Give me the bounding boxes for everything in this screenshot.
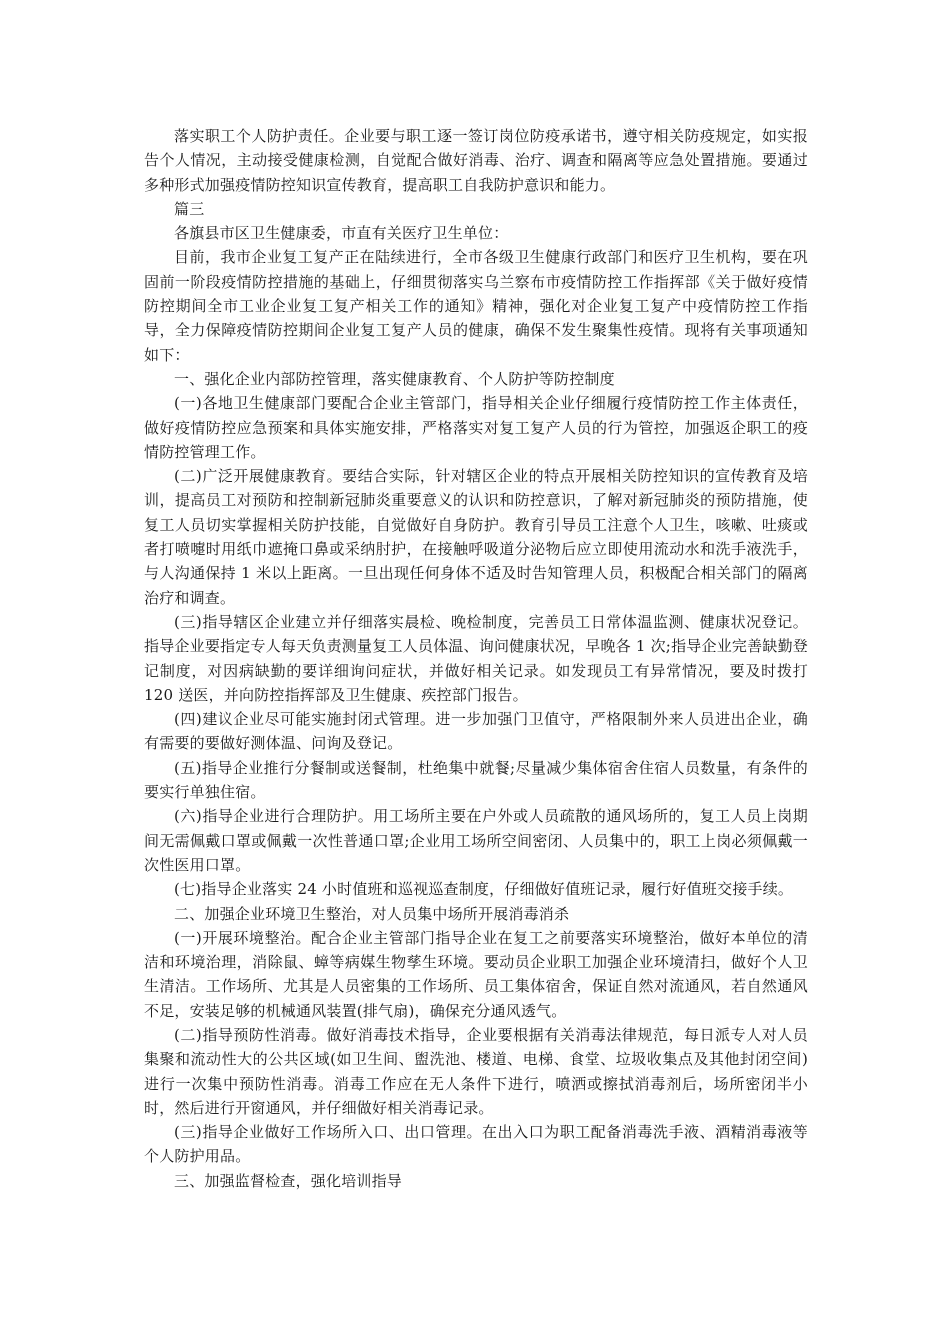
item-1-2: (二)广泛开展健康教育。要结合实际，针对辖区企业的特点开展相关防控知识的宣传教育及培训，提高员工对预防和控制新冠肺炎重要意义的认识和防控意识，了解对新冠肺炎的预防措施，使复工人员切实掌握相关防护技能，自觉做好自身防护。教育引导员工注意个人卫生，咳嗽、吐痰或者打喷嚏时用纸巾遮掩口鼻或采纳肘护，在接触呼吸道分泌物后应立即使用流动水和洗手液洗手，与人沟通保持 1 米以上距离。一旦出现任何身体不适及时告知管理人员，积极配合相关部门的隔离治疗和调查。: [144, 467, 808, 607]
item-2-3: (三)指导企业做好工作场所入口、出口管理。在出入口为职工配备消毒洗手液、酒精消毒液等个人防护用品。: [144, 1123, 808, 1166]
item-1-7: (七)指导企业落实 24 小时值班和巡视巡查制度，仔细做好值班记录，履行好值班交接手续。: [174, 880, 794, 899]
heading-section-two: 二、加强企业环境卫生整治，对人员集中场所开展消毒消杀: [174, 904, 570, 923]
item-1-5: (五)指导企业推行分餐制或送餐制，杜绝集中就餐;尽量减少集体宿舍住宿人员数量，有条件的要实行单独住宿。: [144, 758, 808, 802]
item-2-1: (一)开展环境整治。配合企业主管部门指导企业在复工之前要落实环境整治，做好本单位的清洁和环境治理，消除鼠、蟑等病媒生物孳生环境。要动员企业职工加强企业环境清扫，做好个人卫生清洁。工作场所、尤其是人员密集的工作场所、员工集体宿舍，保证自然对流通风，若自然通风不足，安装足够的机械通风装置(排气扇)，确保充分通风透气。: [144, 928, 808, 1020]
paragraph-personal-protection: 落实职工个人防护责任。企业要与职工逐一签订岗位防疫承诺书，遵守相关防疫规定，如实报告个人情况，主动接受健康检测，自觉配合做好消毒、治疗、调查和隔离等应急处置措施。要通过多种形式加强疫情防控知识宣传教育，提高职工自我防护意识和能力。: [144, 127, 808, 194]
document-body: [144, 124, 808, 1193]
heading-section-one: 一、强化企业内部防控管理，落实健康教育、个人防护等防控制度: [174, 369, 615, 388]
salutation: 各旗县市区卫生健康委，市直有关医疗卫生单位：: [174, 224, 509, 243]
item-1-1: (一)各地卫生健康部门要配合企业主管部门，指导相关企业仔细履行疫情防控工作主体责任，做好疫情防控应急预案和具体实施安排，严格落实对复工复产人员的行为管控，加强返企职工的疫情防控管理工作。: [144, 394, 808, 461]
item-1-3: (三)指导辖区企业建立并仔细落实晨检、晚检制度，完善员工日常体温监测、健康状况登记。指导企业要指定专人每天负责测量复工人员体温、询问健康状况，早晚各 1 次;指导企业完善缺勤登记制度，对因病缺勤的要详细询问症状，并做好相关记录。如发现员工有异常情况，要及时拨打 120 送医，并向防控指挥部及卫生健康、疾控部门报告。: [144, 612, 808, 704]
paragraph-intro: 目前，我市企业复工复产正在陆续进行，全市各级卫生健康行政部门和医疗卫生机构，要在巩固前一阶段疫情防控措施的基础上，仔细贯彻落实乌兰察布市疫情防控工作指挥部《关于做好疫情防控期间全市工业企业复工复产相关工作的通知》精神，强化对企业复工复产中疫情防控工作指导，全力保障疫情防控期间企业复工复产人员的健康，确保不发生聚集性疫情。现将有关事项通知如下：: [144, 248, 808, 364]
heading-section-three: 三、加强监督检查，强化培训指导: [174, 1171, 403, 1190]
item-1-4: (四)建议企业尽可能实施封闭式管理。进一步加强门卫值守，严格限制外来人员进出企业，确有需要的要做好测体温、问询及登记。: [144, 710, 808, 753]
item-1-6: (六)指导企业进行合理防护。用工场所主要在户外或人员疏散的通风场所的，复工人员上岗期间无需佩戴口罩或佩戴一次性普通口罩;企业用工场所空间密闭、人员集中的，职工上岗必须佩戴一次性医用口罩。: [144, 807, 808, 874]
item-2-2: (二)指导预防性消毒。做好消毒技术指导，企业要根据有关消毒法律规范，每日派专人对人员集聚和流动性大的公共区域(如卫生间、盥洗池、楼道、电梯、食堂、垃圾收集点及其他封闭空间)进行一次集中预防性消毒。消毒工作应在无人条件下进行，喷洒或擦拭消毒剂后，场所密闭半小时，然后进行开窗通风，并仔细做好相关消毒记录。: [144, 1025, 808, 1117]
section-title-part-three: 篇三: [174, 199, 205, 218]
